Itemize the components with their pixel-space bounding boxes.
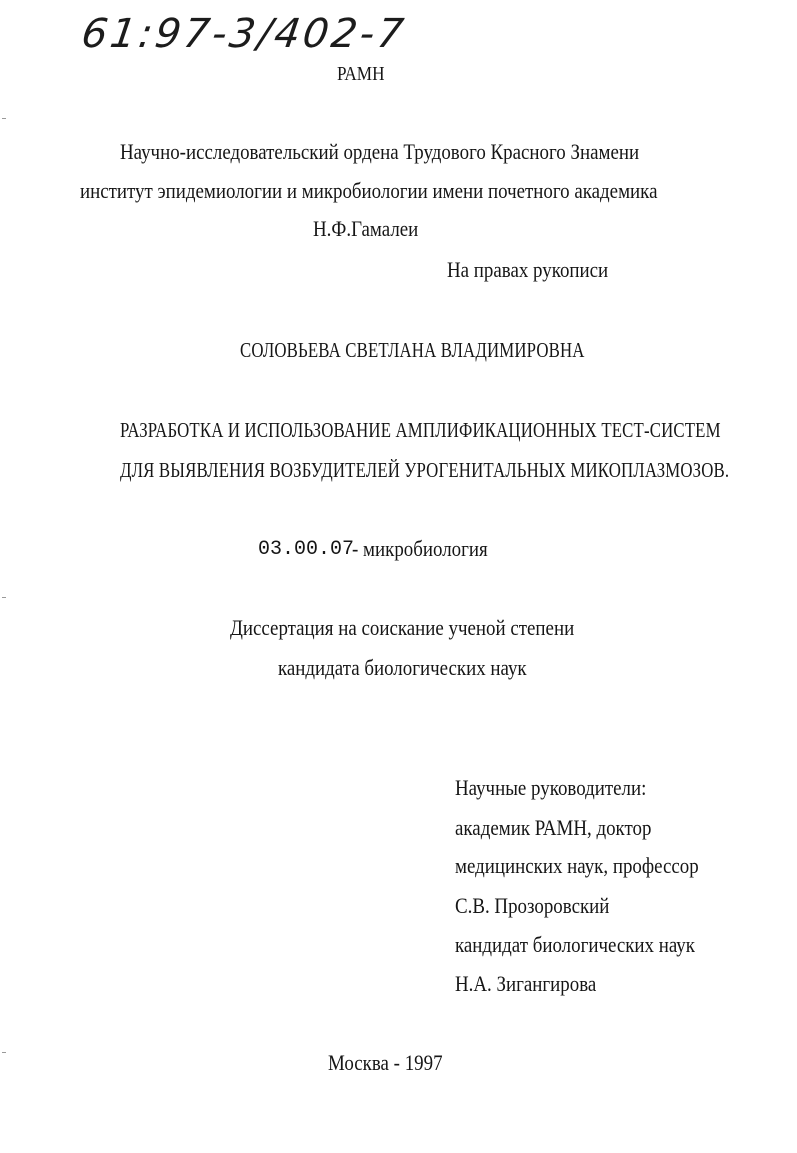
specialty-code: 03.00.07 bbox=[258, 538, 355, 561]
specialty-name: - микробиология bbox=[352, 536, 488, 561]
ramn-header: РАМН bbox=[337, 63, 385, 85]
supervisor-line: медицинских наук, профессор bbox=[455, 853, 699, 878]
supervisors-heading: Научные руководители: bbox=[455, 775, 647, 800]
institute-line-2: институт эпидемиологии и микробиологии имени почетного академика bbox=[80, 178, 658, 203]
supervisor-line: С.В. Прозоровский bbox=[455, 893, 610, 918]
city-year: Москва - 1997 bbox=[328, 1050, 443, 1075]
degree-line-1: Диссертация на соискание ученой степени bbox=[230, 615, 575, 640]
supervisor-line: академик РАМН, доктор bbox=[455, 815, 652, 840]
margin-mark bbox=[2, 118, 6, 119]
institute-line-3: Н.Ф.Гамалеи bbox=[313, 216, 419, 241]
supervisor-line: кандидат биологических наук bbox=[455, 932, 695, 957]
thesis-title-line-1: РАЗРАБОТКА И ИСПОЛЬЗОВАНИЕ АМПЛИФИКАЦИОННЫХ ТЕСТ-СИСТЕМ bbox=[120, 418, 721, 442]
institute-line-1: Научно-исследовательский ордена Трудового Красного Знамени bbox=[120, 139, 640, 164]
manuscript-note: На правах рукописи bbox=[447, 257, 609, 282]
thesis-title-line-2: ДЛЯ ВЫЯВЛЕНИЯ ВОЗБУДИТЕЛЕЙ УРОГЕНИТАЛЬНЫХ МИКОПЛАЗМОЗОВ. bbox=[120, 458, 730, 482]
degree-line-2: кандидата биологических наук bbox=[278, 655, 527, 680]
author-name: СОЛОВЬЕВА СВЕТЛАНА ВЛАДИМИРОВНА bbox=[240, 338, 585, 362]
margin-mark bbox=[2, 597, 6, 598]
margin-mark bbox=[2, 1052, 6, 1053]
handwritten-catalog-number: 61:97-3/402-7 bbox=[78, 11, 410, 57]
supervisor-line: Н.А. Зигангирова bbox=[455, 971, 597, 996]
